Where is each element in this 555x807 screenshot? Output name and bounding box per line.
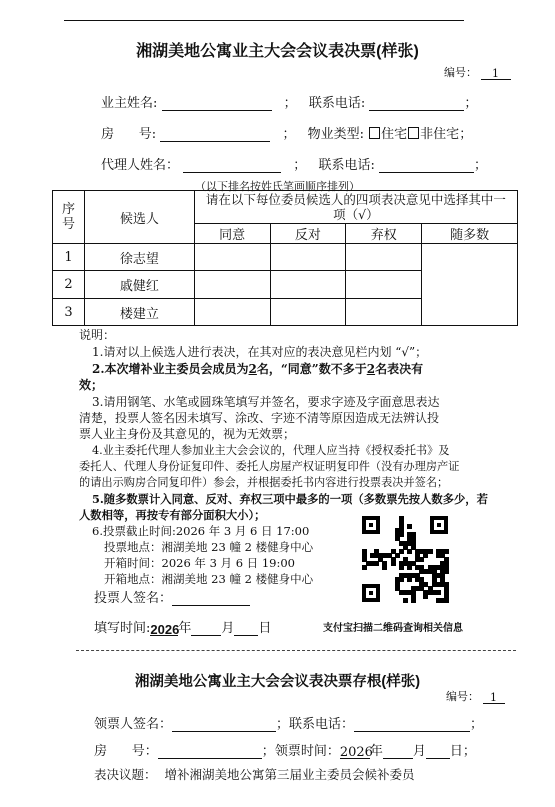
sep: ； (276, 717, 290, 732)
cell-follow-majority[interactable] (422, 244, 518, 326)
voter-sign-field[interactable] (172, 592, 250, 606)
opt-follow-header: 随多数 (422, 224, 518, 244)
col-candidate-header: 候选人 (84, 191, 194, 244)
phone-field-2[interactable] (379, 159, 474, 173)
cell-oppose[interactable] (270, 299, 346, 326)
note-2-b: 名，“同意”数不多于 (256, 362, 367, 376)
vote-table (52, 190, 518, 326)
count-place: 开箱地点：湘湖美地 23 幢 2 楼健身中心 (104, 572, 314, 586)
note-4-b: 委托人、代理人身份证复印件、委托人房屋产权证明复印件（没有办理房产证 (79, 460, 460, 473)
qr-module (407, 549, 412, 554)
note-2-c: 名表决有 (375, 362, 424, 376)
stub-recipient-row (94, 713, 483, 732)
row-candidate: 戚健红 (84, 271, 194, 299)
qr-module (362, 565, 367, 570)
note-6: 6.投票截止时间:2026 年 3 月 6 日 17:00 (92, 524, 310, 538)
sep: ； (283, 96, 297, 111)
note-5-b: 人数相等，再按专有部分面积大小）； (79, 508, 266, 522)
qr-module (391, 561, 396, 566)
col-seq-text: 序号 (61, 202, 75, 232)
stub-room-field[interactable] (158, 745, 262, 759)
receive-month-field[interactable] (383, 745, 413, 759)
qr-module (382, 565, 387, 570)
cell-agree[interactable] (194, 271, 270, 299)
stub-month-unit: 月 (412, 744, 426, 759)
day-unit: 日 (258, 621, 272, 636)
stub-room-label: 房 号： (94, 744, 158, 759)
recipient-label: 领票人签名： (94, 717, 173, 732)
serial-label: 编号： (444, 66, 477, 79)
qr-module (436, 590, 441, 595)
note-4-a: 4.业主委托代理人参加业主大会会议的，代理人应当持《授权委托书》及 (92, 444, 450, 457)
table-row (53, 244, 518, 271)
qr-module (374, 561, 379, 566)
opt-agree-header: 同意 (194, 224, 270, 244)
sep: ； (293, 158, 307, 173)
serial-number (444, 64, 511, 80)
cell-abstain[interactable] (346, 299, 422, 326)
stub-topic: 表决议题： 增补湘湖美地公寓第三届业主委员会候补委员 (94, 767, 415, 782)
instruction-text: 请在以下每位委员候选人的四项表决意见中选择其中一项（√） (205, 192, 506, 222)
row-seq: 3 (53, 299, 85, 326)
stub-serial-value-text: 1 (490, 691, 497, 704)
col-seq-header (53, 191, 85, 244)
stub-serial (446, 688, 505, 704)
phone-label: 联系电话: (308, 96, 366, 111)
qr-module (419, 557, 424, 562)
fill-year (150, 622, 178, 636)
fill-time-row (94, 617, 271, 636)
voter-sign-row (94, 587, 250, 606)
owner-row (101, 92, 477, 111)
stub-serial-label: 编号： (446, 690, 479, 703)
row-candidate: 徐志望 (84, 244, 194, 271)
sep: ； (473, 158, 487, 173)
qr-finder-icon (362, 516, 380, 534)
room-label: 房 号: (101, 127, 157, 142)
instruction-header (194, 191, 517, 224)
residential-checkbox[interactable] (369, 127, 380, 139)
room-row (101, 123, 472, 142)
serial-value-text: 1 (492, 67, 499, 80)
sep: ； (464, 96, 478, 111)
qr-finder-icon (430, 516, 448, 534)
row-seq: 1 (53, 244, 85, 271)
phone-field[interactable] (369, 97, 464, 111)
count-time: 开箱时间：2026 年 3 月 6 日 19:00 (104, 556, 295, 570)
note-5-a: 5.随多数票计入同意、反对、弃权三项中最多的一项（多数票先按人数多少，若 (92, 492, 488, 506)
residential-label: 住宅 (381, 127, 408, 142)
qr-module (403, 598, 408, 603)
cell-agree[interactable] (194, 244, 270, 271)
note-1: 1.请对以上候选人进行表决，在其对应的表决意见栏内划 “√”； (92, 345, 428, 359)
note-3-b: 清楚，投票人签名因未填写、涂改、字迹不清等原因造成无法辨认投 (79, 411, 440, 425)
cell-abstain[interactable] (346, 244, 422, 271)
cell-agree[interactable] (194, 299, 270, 326)
fill-day-field[interactable] (234, 622, 258, 636)
stub-day-unit: 日 (449, 744, 463, 759)
note-2-num1: 2 (248, 362, 257, 376)
fill-time-label: 填写时间: (94, 621, 151, 636)
sep: ； (282, 127, 296, 142)
note-2-cont: 效； (79, 378, 104, 392)
qr-finder-icon (362, 584, 380, 602)
non-residential-label: 非住宅 (420, 127, 460, 142)
row-seq: 2 (53, 271, 85, 299)
sep: ； (462, 744, 476, 759)
sep: ； (261, 744, 275, 759)
receive-time-label: 领票时间： (274, 744, 340, 759)
note-4-c: 的请出示购房合同复印件）参会，并根据委托书内容进行投票表决并签名； (79, 476, 449, 489)
qr-caption: 支付宝扫描二维码查询相关信息 (323, 623, 463, 634)
order-note: （以下排名按姓氏笔画顺序排列） (195, 180, 360, 193)
stub-phone-field[interactable] (354, 718, 470, 732)
receive-year (339, 745, 373, 760)
qr-module (407, 524, 412, 529)
fill-year-text: 2026 (150, 622, 180, 637)
qr-module (411, 598, 416, 603)
ballot-title: 湘湖美地公寓业主大会会议表决票(样张) (136, 43, 419, 60)
fill-month-field[interactable] (191, 622, 221, 636)
note-3-a: 3.请用钢笔、水笔或圆珠笔填写并签名，要求字迹及字面意思表达 (92, 395, 440, 409)
phone-label-2: 联系电话: (318, 158, 375, 173)
note-2 (92, 360, 423, 377)
qr-module (444, 598, 449, 603)
agent-name-field[interactable] (183, 159, 281, 173)
sep: ； (470, 717, 484, 732)
note-2-num2: 2 (366, 362, 376, 376)
qr-code[interactable] (360, 514, 450, 604)
cell-abstain[interactable] (346, 271, 422, 299)
owner-name-field[interactable] (162, 97, 272, 111)
top-rule (64, 20, 464, 21)
sep: ； (459, 127, 473, 142)
notes-heading: 说明： (79, 328, 116, 342)
receive-year-text: 2026 (339, 745, 373, 760)
cell-oppose[interactable] (270, 244, 346, 271)
non-residential-checkbox[interactable] (408, 127, 419, 139)
note-2-a: 2.本次增补业主委员会成员为 (92, 362, 249, 376)
agent-name-label: 代理人姓名： (101, 158, 180, 173)
year-unit: 年 (178, 621, 192, 636)
stub-room-row (94, 740, 476, 759)
stub-title: 湘湖美地公寓业主大会会议表决票存根(样张) (134, 674, 421, 690)
month-unit: 月 (221, 621, 235, 636)
note-3-c: 票人业主身份及其意见的，视为无效票； (79, 427, 296, 441)
serial-value (481, 67, 511, 80)
opt-oppose-header: 反对 (270, 224, 346, 244)
row-candidate: 楼建立 (84, 299, 194, 326)
cut-line (76, 650, 516, 651)
stub-phone-label: 联系电话： (289, 717, 355, 732)
agent-row (101, 154, 487, 173)
vote-place: 投票地点：湘湖美地 23 幢 2 楼健身中心 (104, 540, 314, 554)
room-field[interactable] (160, 128, 270, 142)
property-type-label: 物业类型: (307, 127, 365, 142)
qr-module (423, 594, 428, 599)
cell-oppose[interactable] (270, 271, 346, 299)
voter-sign-label: 投票人签名： (94, 591, 173, 606)
recipient-field[interactable] (172, 718, 276, 732)
receive-day-field[interactable] (426, 745, 450, 759)
stub-year-unit: 年 (369, 744, 383, 759)
qr-module (407, 577, 412, 582)
qr-module (407, 565, 412, 570)
opt-abstain-header: 弃权 (346, 224, 422, 244)
owner-name-label: 业主姓名: (101, 96, 158, 111)
stub-serial-value (483, 691, 505, 704)
qr-module (399, 565, 404, 570)
